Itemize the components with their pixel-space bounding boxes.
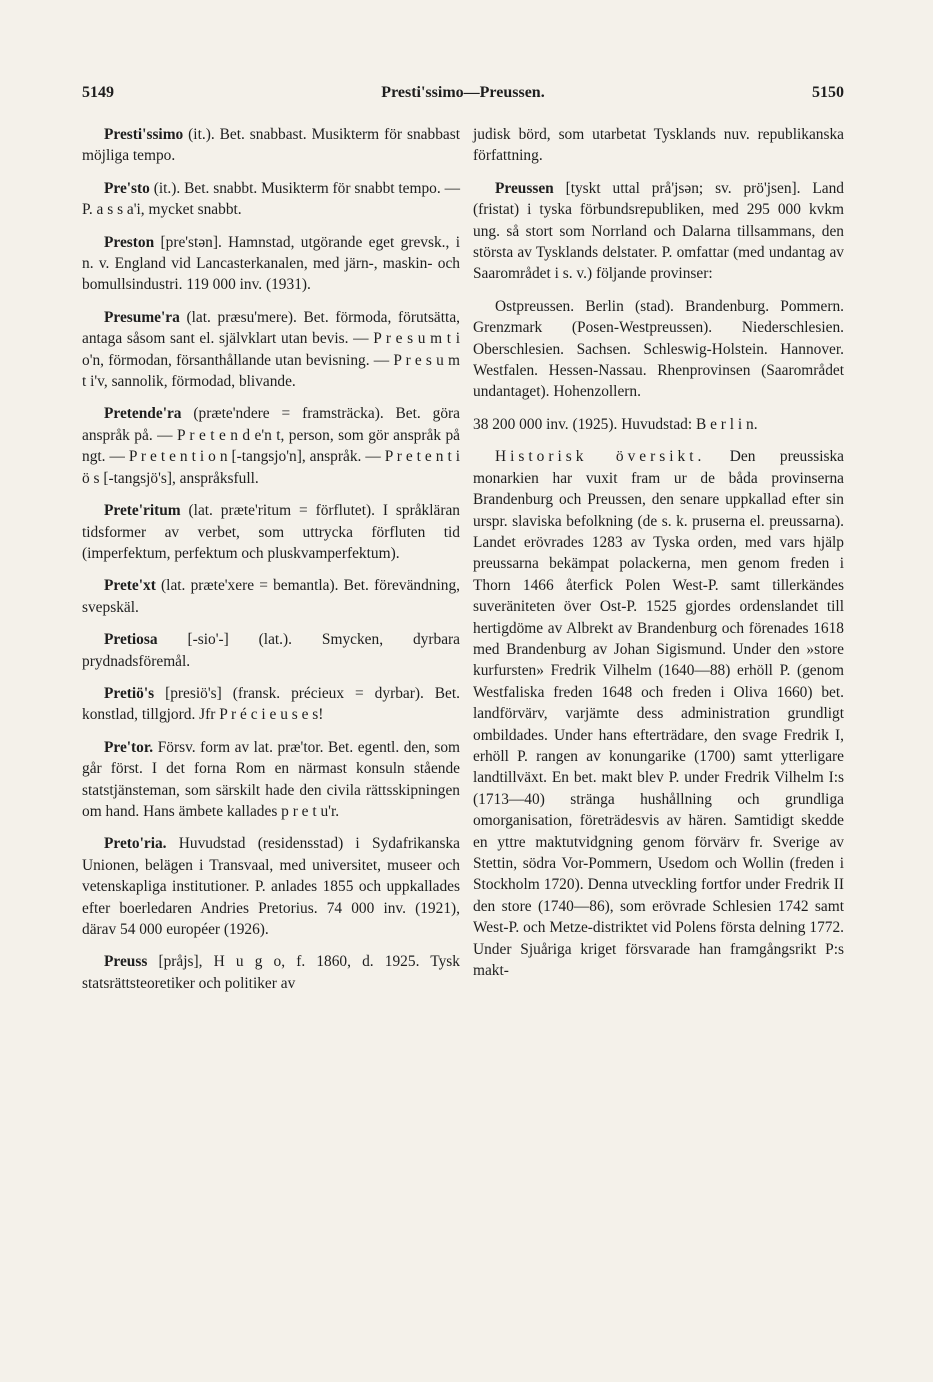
entry-preston: Preston [pre'stən]. Hamnstad, utgörande eget grevsk., i n. v. England vid Lancasterkanalen, med järn-, maskin- och bomullsindustri. 119 000 inv. (1931). (82, 233, 460, 294)
province-list: Ostpreussen. Berlin (stad). Brandenburg. Pommern. Grenzmark (Posen-Westpreussen). Niederschlesien. Oberschlesien. Sachsen. Schleswig-Holstein. Hannover. Westfalen. Hessen-Nassau. Rhenprovinsen (Saarområdet undantaget). Hohenzollern. (473, 297, 844, 401)
entry-presumera: Presume'ra (lat. præsu'mere). Bet. förmoda, förutsätta, antaga såsom sant el. självklart utan bevis. — P r e s u m t i o'n, förmodan, försanthållande utan bevisning. — P r e s u m t i'v, sannolik, förmodad, blivande. (82, 308, 460, 391)
page-header (82, 84, 844, 108)
entry-pretendera: Pretende'ra (præte'ndere = framsträcka). Bet. göra anspråk på. — P r e t e n d e'n t, person, som gör anspråk på ngt. — P r e t e n t i o n [-tangsjo'n], anspråk. — P r e t e n t i ö s [-tangsjö's], anspråksfull. (82, 405, 460, 487)
entry-prestissimo: Presti'ssimo (it.). Bet. snabbast. Musikterm för snabbast möjliga tempo. (82, 126, 460, 165)
entry-pretor: Pre'tor. Försv. form av lat. præ'tor. Bet. egentl. den, som går först. I det forna Rom en närmast konsuln stående statstjänsteman, som särskilt hade den civila rättsskipningen om hand. Hans ämbete kallades p r e t u'r. (82, 738, 460, 820)
entry-preuss: Preuss [pråjs], H u g o, f. 1860, d. 1925. Tysk statsrättsteoretiker och politiker av (82, 953, 460, 992)
entry-pretext: Prete'xt (lat. præte'xere = bemantla). Bet. förevändning, svepskäl. (82, 577, 460, 616)
right-column (473, 124, 844, 992)
entry-presto: Pre'sto (it.). Bet. snabbt. Musikterm för snabbt tempo. — P. a s s a'i, mycket snabbt. (82, 179, 460, 219)
entry-pretios: Pretiö's [presiö's] (fransk. précieux = dyrbar). Bet. konstlad, tillgjord. Jfr P r é c i e u s e s! (82, 684, 460, 724)
page-number-left: 5149 (82, 84, 114, 101)
entry-preuss-continued: judisk börd, som utarbetat Tysklands nuv. republikanska författning. (473, 126, 844, 165)
entry-pretiosa: Pretiosa [-sio'-] (lat.). Smycken, dyrbara prydnadsföremål. (82, 631, 460, 670)
left-column (82, 124, 460, 1005)
page-number-right: 5150 (812, 84, 844, 101)
history-section: Historisk översikt. Den preussiska monarkien har vuxit fram ur de båda provinserna Brandenburg och Preussen, den senare uppkallad efter sin urspr. slaviska befolkning (de s. k. pruserna el. preussarna). Landet erövrades 1283 av Tyska orden, med vars hjälp preussarna bekämpat polackerna, men genom freden i Thorn 1466 återfick Polen West-P. samt tillerkändes suveräniteten över Ost-P. 1525 gjordes ordenslandet till hertigdöme av Albrekt av Brandenburg och förenades 1618 med Brandenburg av Johan Sigismund. Under den »store kurfursten» Fredrik Vilhelm (1640—88) erhöll P. (genom Westfaliska freden 1648 och freden i Oliva 1660) bet. landförvärv, varjämte dess administration grundligt ombildades. Under hans efterträdare, den svage Fredrik I, erhöll P. rangen av konungarike (1700) samt ytterligare landtillväxt. En bet. makt blev P. under Fredrik Vilhelm I:s (1713—40) stränga hushållning och grundliga omorganisation, företrädesvis av hären. Samtidigt skedde en yttre maktutvidgning genom förvärv fr. Sverige av Stettin, södra Vor-Pommern, Usedom och Wollin (freden i Stockholm 1720). Denna utveckling fortfor under Fredrik II den store (1740—86), som erövrade Schlesien 1742 samt West-P. och Metze-distriktet vid Polens första delning 1772. Under Sjuåriga kriget försvarade han framgångsrikt P:s makt- (473, 448, 844, 980)
entry-preussen: Preussen [tyskt uttal prå'jsən; sv. prö'jsen]. Land (fristat) i tyska förbundsrepubliken, med 295 000 kvkm ung. så stort som Norrland och Dalarna tillsammans, den största av Tysklands delstater. P. omfattar (med undantag av Saarområdet i s. v.) följande provinser: (473, 179, 844, 283)
entry-preteritum: Prete'ritum (lat. præte'ritum = förflutet). I språkläran tidsformer av verbet, som uttrycka förfluten tid (imperfektum, perfektum och pluskvamperfektum). (82, 502, 460, 562)
running-title: Presti'ssimo—Preussen. (381, 84, 545, 101)
entry-pretoria: Preto'ria. Huvudstad (residensstad) i Sydafrikanska Unionen, belägen i Transvaal, med universitet, museer och vetenskapliga institutioner. P. anlades 1855 och uppkallades efter boerledaren Andries Pretorius. 74 000 inv. (1921), därav 54 000 européer (1926). (82, 835, 460, 938)
population-line: 38 200 000 inv. (1925). Huvudstad: B e r l i n. (473, 415, 758, 433)
